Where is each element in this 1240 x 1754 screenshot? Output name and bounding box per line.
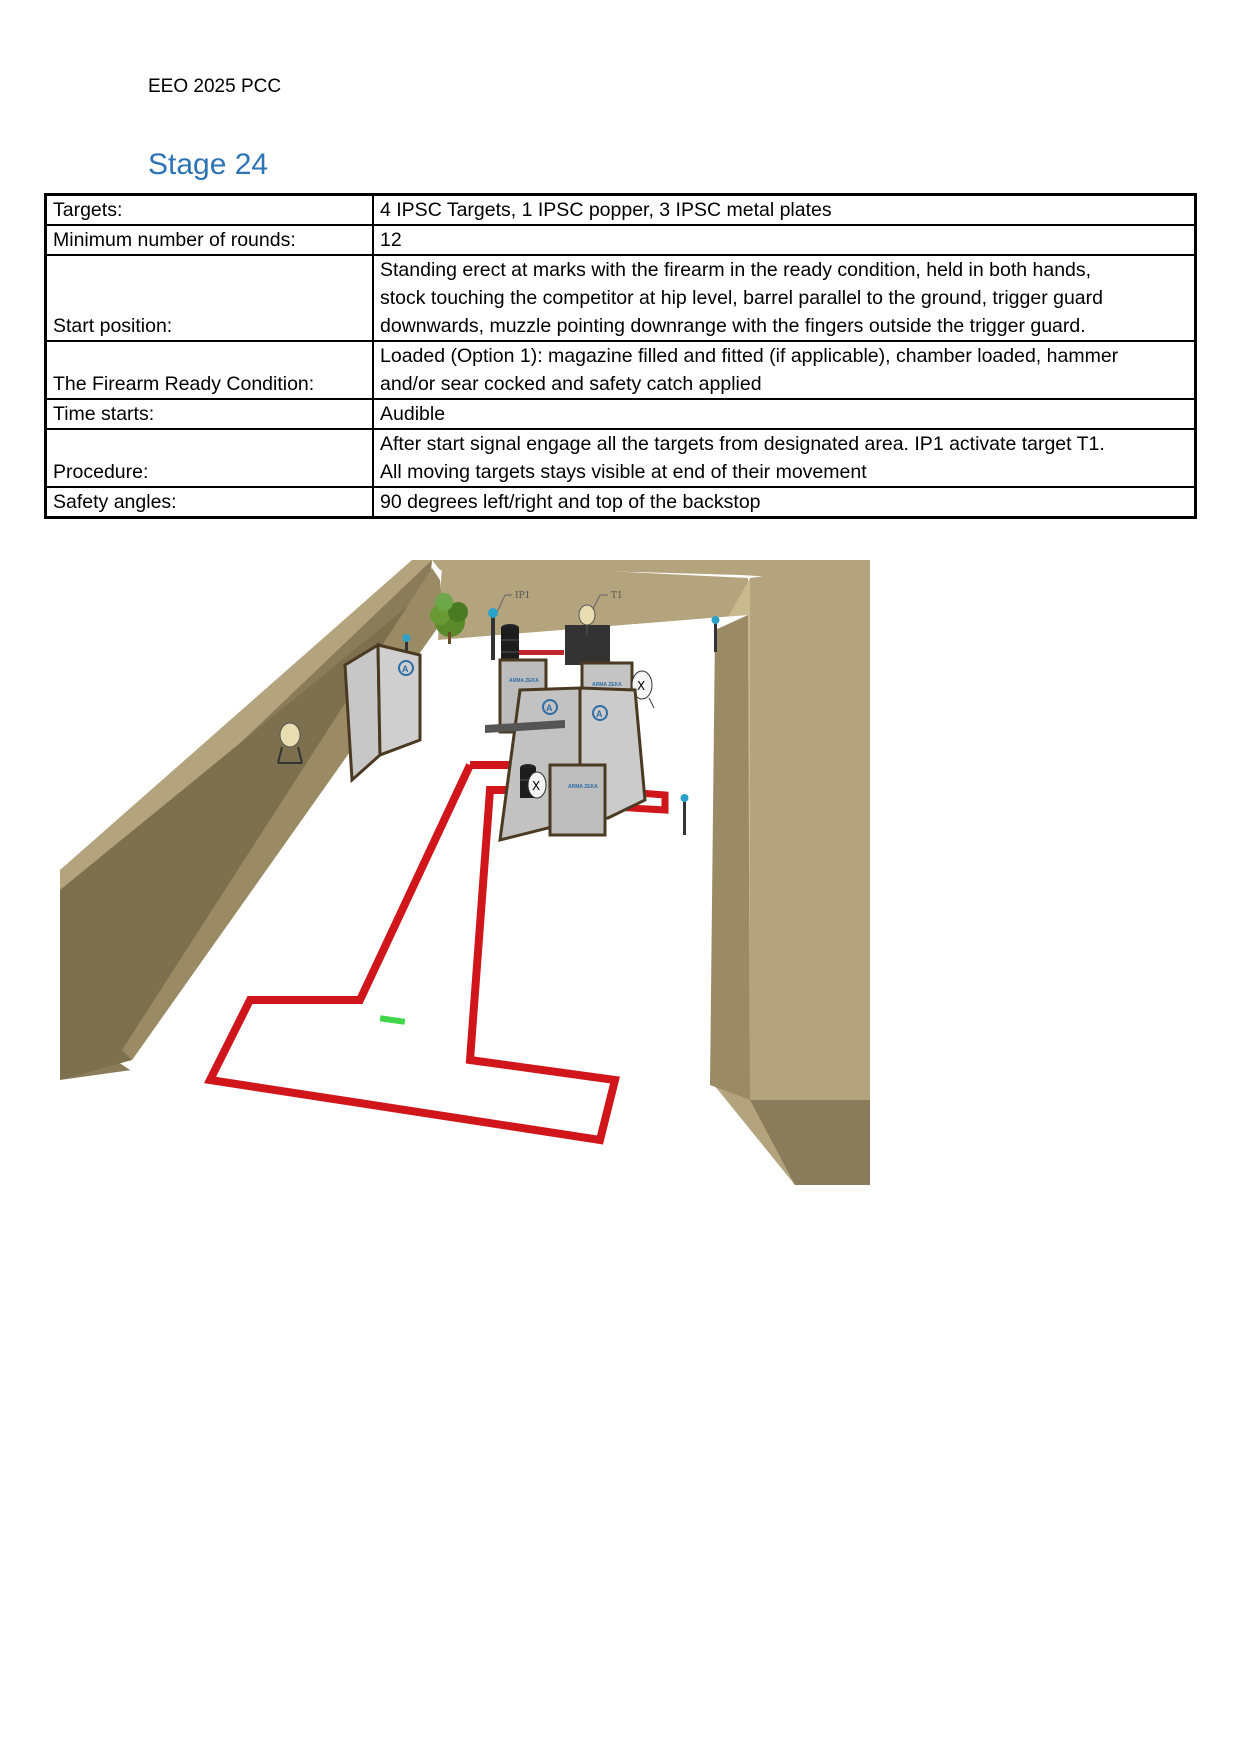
ip1-label: IP1: [515, 591, 531, 601]
sign-letter: A: [546, 703, 553, 713]
row-label: Targets:: [46, 195, 374, 226]
right-berm-front: [710, 615, 750, 1100]
row-value: [373, 341, 1196, 399]
row-min-rounds: [46, 225, 1196, 255]
stage-briefing-table: [44, 193, 1197, 519]
row-label: Safety angles:: [46, 487, 374, 518]
row-value: [373, 195, 1196, 226]
value-line: All moving targets stays visible at end of their movement: [380, 461, 867, 483]
stage-diagram-svg: [60, 560, 870, 1185]
row-safety-angles: [46, 487, 1196, 518]
value-line: After start signal engage all the targets from designated area. IP1 activate target T1.: [380, 433, 1105, 455]
no-shoot-mark: X: [532, 779, 541, 793]
value-line: 12: [380, 229, 402, 251]
value-line: downwards, muzzle pointing downrange with the fingers outside the trigger guard.: [380, 315, 1086, 337]
row-value: [373, 225, 1196, 255]
row-label: Minimum number of rounds:: [46, 225, 374, 255]
stage-title: Stage 24: [148, 148, 269, 181]
row-label: Procedure:: [46, 429, 374, 487]
value-line: Audible: [380, 403, 446, 425]
no-shoot-mark: X: [637, 679, 646, 693]
row-label: Start position:: [46, 255, 374, 341]
sign-letter: A: [596, 709, 603, 719]
value-line: 90 degrees left/right and top of the backstop: [380, 491, 761, 513]
no-shoot-target-center: [528, 772, 546, 798]
value-line: Standing erect at marks with the firearm in the ready condition, held in both hands,: [380, 259, 1092, 281]
sign-text: ARMA ZEKA: [592, 682, 622, 688]
barrel-stack: [501, 624, 519, 664]
row-start-position: [46, 255, 1196, 341]
stage-diagram: [60, 560, 870, 1185]
row-value: [373, 255, 1196, 341]
document-header: EEO 2025 PCC: [148, 76, 282, 97]
value-line: Loaded (Option 1): magazine filled and fitted (if applicable), chamber loaded, hammer: [380, 345, 1119, 367]
t1-label: T1: [611, 591, 623, 601]
row-targets: [46, 195, 1196, 226]
sign-text: ARMA ZEKA: [568, 784, 598, 790]
row-value: [373, 487, 1196, 518]
row-label: The Firearm Ready Condition:: [46, 341, 374, 399]
value-line: stock touching the competitor at hip level, barrel parallel to the ground, trigger guard: [380, 287, 1103, 309]
ip1-actuator-arm: [519, 650, 564, 655]
row-procedure: [46, 429, 1196, 487]
value-line: 4 IPSC Targets, 1 IPSC popper, 3 IPSC metal plates: [380, 199, 832, 221]
row-time-starts: [46, 399, 1196, 429]
row-value: [373, 399, 1196, 429]
row-ready-condition: [46, 341, 1196, 399]
row-value: [373, 429, 1196, 487]
sign-text: ARMA ZEKA: [509, 678, 539, 684]
row-label: Time starts:: [46, 399, 374, 429]
value-line: and/or sear cocked and safety catch applied: [380, 373, 762, 395]
sign-letter: A: [402, 664, 409, 674]
